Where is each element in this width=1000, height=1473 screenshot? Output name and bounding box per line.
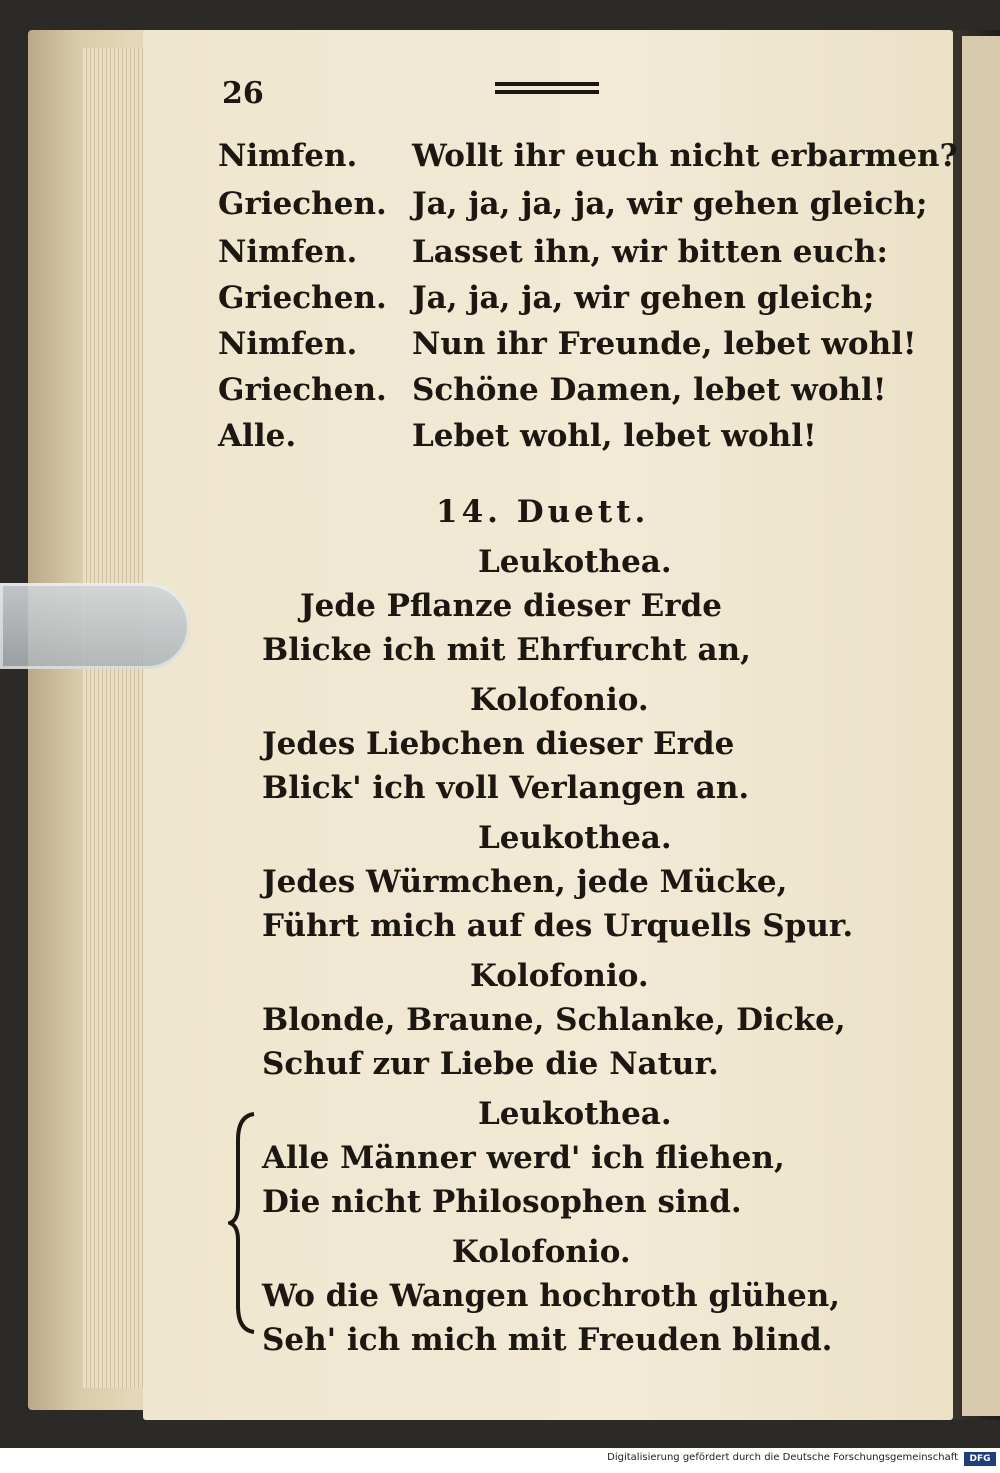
verse-line: Blick' ich voll Verlangen an. <box>262 770 750 806</box>
verse-line: Blonde, Braune, Schlanke, Dicke, <box>262 1002 846 1038</box>
dialogue-line: Lebet wohl, lebet wohl! <box>412 418 817 454</box>
verse-line: Seh' ich mich mit Freuden blind. <box>262 1322 833 1358</box>
speaker-label: Griechen. <box>218 186 387 222</box>
speaker-label: Alle. <box>218 418 297 454</box>
header-rule <box>495 82 599 98</box>
verse-line: Führt mich auf des Urquells Spur. <box>262 908 854 944</box>
verse-line: Jede Pflanze dieser Erde <box>300 588 723 624</box>
verse-line: Wo die Wangen hochroth glühen, <box>262 1278 841 1314</box>
adjacent-page <box>962 36 1000 1416</box>
section-heading: 14. Duett. <box>436 494 650 530</box>
footer-credit: Digitalisierung gefördert durch die Deutsche Forschungsgemeinschaft <box>607 1452 958 1463</box>
role-label: Kolofonio. <box>452 1234 631 1270</box>
verse-line: Jedes Würmchen, jede Mücke, <box>262 864 788 900</box>
role-label: Leukothea. <box>478 820 672 856</box>
dialogue-line: Ja, ja, ja, ja, wir gehen gleich; <box>412 186 928 222</box>
role-label: Leukothea. <box>478 1096 672 1132</box>
verse-line: Jedes Liebchen dieser Erde <box>262 726 735 762</box>
page-number: 26 <box>222 76 264 111</box>
speaker-label: Griechen. <box>218 372 387 408</box>
dialogue-line: Lasset ihn, wir bitten euch: <box>412 234 888 270</box>
role-label: Kolofonio. <box>470 958 649 994</box>
page-clip <box>0 583 190 669</box>
dialogue-line: Schöne Damen, lebet wohl! <box>412 372 887 408</box>
verse-line: Schuf zur Liebe die Natur. <box>262 1046 719 1082</box>
dialogue-line: Nun ihr Freunde, lebet wohl! <box>412 326 917 362</box>
verse-line: Alle Männer werd' ich fliehen, <box>262 1140 785 1176</box>
speaker-label: Griechen. <box>218 280 387 316</box>
speaker-label: Nimfen. <box>218 326 358 362</box>
speaker-label: Nimfen. <box>218 138 358 174</box>
dfg-logo[interactable]: DFG <box>964 1452 996 1466</box>
dialogue-line: Ja, ja, ja, wir gehen gleich; <box>412 280 875 316</box>
dialogue-line: Wollt ihr euch nicht erbarmen? <box>412 138 958 174</box>
brace-bracket <box>228 1110 258 1336</box>
role-label: Kolofonio. <box>470 682 649 718</box>
verse-line: Blicke ich mit Ehrfurcht an, <box>262 632 751 668</box>
speaker-label: Nimfen. <box>218 234 358 270</box>
verse-line: Die nicht Philosophen sind. <box>262 1184 742 1220</box>
page-stack <box>28 30 153 1410</box>
role-label: Leukothea. <box>478 544 672 580</box>
